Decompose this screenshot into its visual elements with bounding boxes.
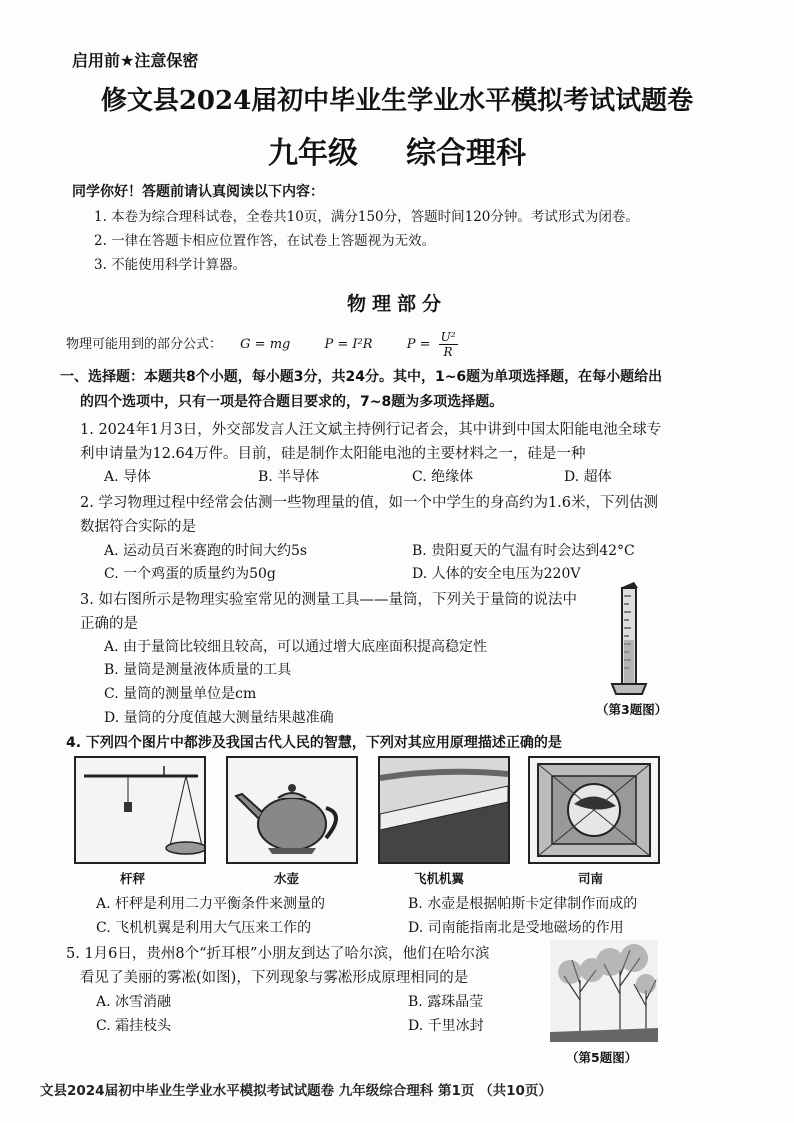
page-footer: 文县2024届初中毕业生学业水平模拟考试试题卷 九年级综合理科 第1页 （共10页） [40, 1083, 552, 1099]
exam-title: 修文县2024届初中毕业生学业水平模拟考试试题卷 [100, 86, 694, 116]
q3-line-2: 正确的是 [80, 616, 138, 632]
q5-option-b: B. 露珠晶莹 [408, 994, 484, 1010]
q3-option-a: A. 由于量筒比较细且较高，可以通过增大底座面积提高稳定性 [104, 639, 488, 655]
q5-line-1: 5. 1月6日，贵州8个“折耳根”小朋友到达了哈尔滨，他们在哈尔滨 [66, 946, 490, 962]
fraction-denominator: R [443, 345, 453, 359]
q2-option-d: D. 人体的安全电压为220V [412, 566, 581, 582]
section-title: 物理部分 [346, 293, 447, 315]
q5-figure-caption: （第5题图） [566, 1050, 638, 1065]
formula-fraction [439, 330, 458, 359]
q3-figure-caption: （第3题图） [596, 702, 668, 717]
rime-trees-figure [550, 940, 658, 1042]
q1-line-2: 利申请量为12.64万件。目前，硅是制作太阳能电池的主要材料之一，硅是一种 [80, 446, 586, 462]
q5-line-2: 看见了美丽的雾凇(如图)，下列现象与雾凇形成原理相同的是 [80, 970, 469, 986]
fraction-numerator: U² [440, 330, 456, 344]
q2-line-1: 2. 学习物理过程中经常会估测一些物理量的值，如一个中学生的身高约为1.6米，下列估测 [80, 495, 658, 511]
formula-gravity: G = mg [240, 337, 291, 352]
q5-option-a: A. 冰雪消融 [96, 994, 172, 1010]
compass-sinan-picture [528, 756, 660, 864]
q1-option-b: B. 半导体 [258, 469, 320, 485]
formula-line [66, 330, 458, 359]
notice-item-2: 2. 一律在答题卡相应位置作答，在试卷上答题视为无效。 [94, 233, 436, 249]
notice-item-3: 3. 不能使用科学计算器。 [94, 257, 247, 273]
teapot-picture [226, 756, 358, 864]
formula-label: 物理可能用到的部分公式： [66, 337, 223, 352]
q1-line-1: 1. 2024年1月3日，外交部发言人汪文斌主持例行记者会，其中讲到中国太阳能电池全球专 [80, 422, 662, 438]
q3-option-b: B. 量筒是测量液体质量的工具 [104, 662, 292, 678]
notice-heading: 同学你好！答题前请认真阅读以下内容： [72, 184, 324, 200]
formula-power-voltage-left: P = [406, 337, 431, 352]
q1-option-d: D. 超体 [564, 469, 612, 485]
grade-label: 九年级 [268, 136, 358, 171]
q3-option-d: D. 量筒的分度值越大测量结果越准确 [104, 710, 334, 726]
q5-option-c: C. 霜挂枝头 [96, 1018, 172, 1034]
q2-option-c: C. 一个鸡蛋的质量约为50g [104, 566, 276, 582]
q2-line-2: 数据符合实际的是 [80, 519, 196, 535]
q4-option-c: C. 飞机机翼是利用大气压来工作的 [96, 920, 312, 936]
q1-option-a: A. 导体 [104, 469, 152, 485]
q4-option-b: B. 水壶是根据帕斯卡定律制作而成的 [408, 896, 638, 912]
steelyard-picture [74, 756, 206, 864]
picture-caption-teapot: 水壶 [274, 871, 300, 886]
graduated-cylinder-figure [604, 580, 654, 698]
q3-option-c: C. 量筒的测量单位是cm [104, 686, 257, 702]
q5-option-d: D. 千里冰封 [408, 1018, 484, 1034]
q1-option-c: C. 绝缘体 [412, 469, 474, 485]
q3-line-1: 3. 如右图所示是物理实验室常见的测量工具——量筒，下列关于量筒的说法中 [80, 592, 577, 608]
q4-option-d: D. 司南能指南北是受地磁场的作用 [408, 920, 624, 936]
part1-line-2: 的四个选项中，只有一项是符合题目要求的，7~8题为多项选择题。 [80, 394, 504, 410]
exam-subtitle [0, 128, 794, 172]
subject-label: 综合理科 [406, 136, 526, 171]
picture-caption-sinan: 司南 [578, 871, 604, 886]
notice-item-1: 1. 本卷为综合理科试卷，全卷共10页，满分150分，答题时间120分钟。考试形式为闭卷。 [94, 209, 639, 225]
picture-caption-steelyard: 杆秤 [120, 871, 146, 886]
formula-power-current: P = I²R [324, 337, 373, 352]
part1-line-1: 一、选择题：本题共8个小题，每小题3分，共24分。其中，1~6题为单项选择题，在每小题给出 [60, 369, 663, 385]
q4-option-a: A. 杆秤是利用二力平衡条件来测量的 [96, 896, 326, 912]
picture-caption-wing: 飞机机翼 [414, 871, 465, 886]
confidential-mark: 启用前★注意保密 [72, 51, 199, 70]
q4-line-1: 4. 下列四个图片中都涉及我国古代人民的智慧，下列对其应用原理描述正确的是 [66, 735, 562, 751]
airplane-wing-picture [378, 756, 510, 864]
q2-option-b: B. 贵阳夏天的气温有时会达到42°C [412, 543, 635, 559]
q2-option-a: A. 运动员百米赛跑的时间大约5s [104, 543, 308, 559]
